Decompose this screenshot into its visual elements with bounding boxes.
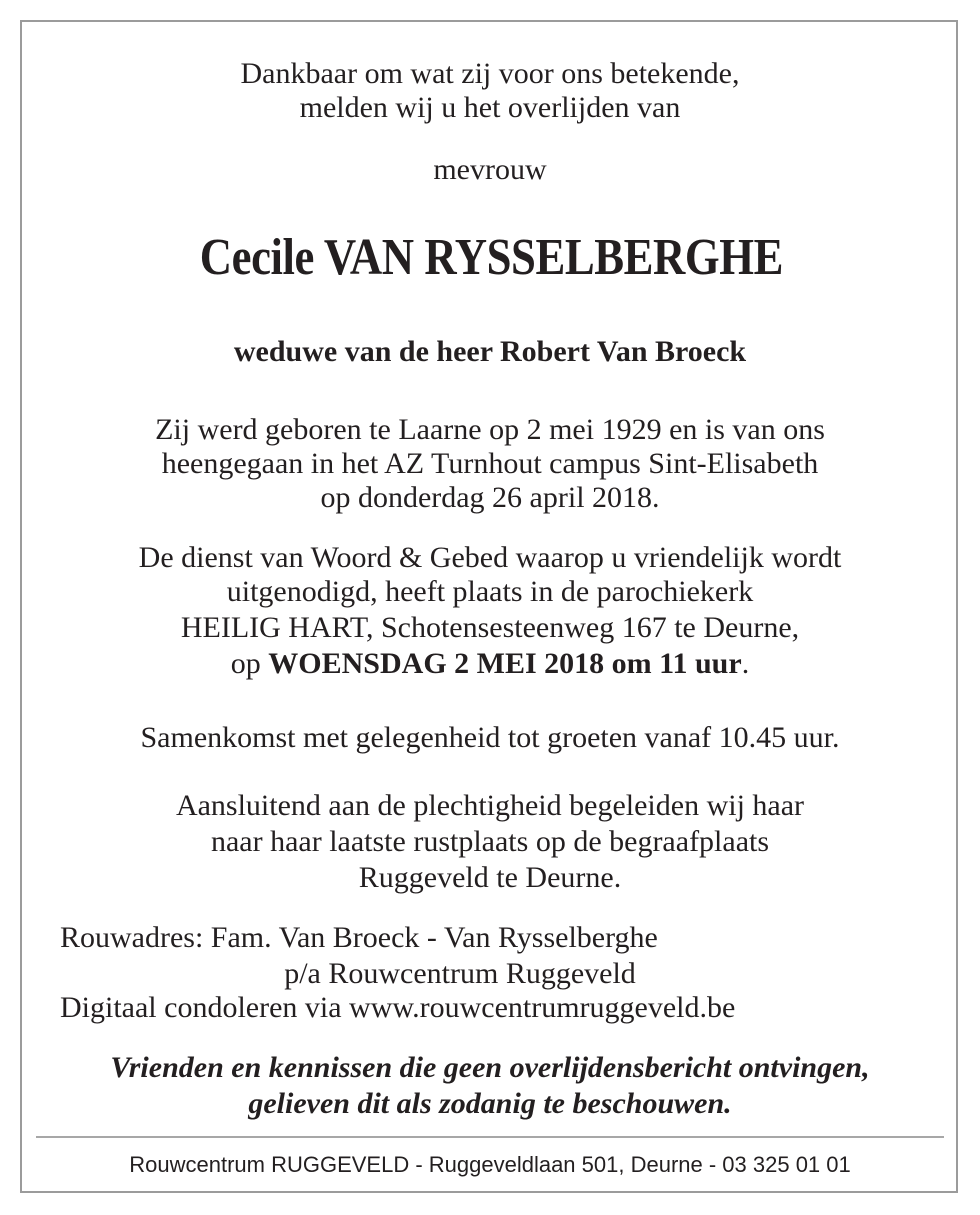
deceased-name: Cecile VAN RYSSELBERGHE xyxy=(199,229,784,286)
burial-line-1: Aansluitend aan de plechtigheid begeleiden wij haar xyxy=(175,789,805,822)
address-line-1: Rouwadres: Fam. Van Broeck - Van Rysselberghe xyxy=(60,921,658,954)
burial-line-3: Ruggeveld te Deurne. xyxy=(358,861,622,894)
intro-line-1: Dankbaar om wat zij voor ons betekende, xyxy=(240,57,740,90)
footer-divider xyxy=(36,1136,944,1138)
service-date-prefix: op xyxy=(230,647,269,680)
gathering-line: Samenkomst met gelegenheid tot groeten vanaf 10.45 uur. xyxy=(140,721,840,754)
service-line-4 xyxy=(0,646,980,682)
notice-line-1: Vrienden en kennissen die geen overlijdensbericht ontvingen, xyxy=(110,1051,870,1084)
address-line-2: p/a Rouwcentrum Ruggeveld xyxy=(284,957,636,990)
service-date-suffix: . xyxy=(741,647,750,680)
service-line-3: HEILIG HART, Schotensesteenweg 167 te Deurne, xyxy=(180,611,800,644)
birth-line-1: Zij werd geboren te Laarne op 2 mei 1929 en is van ons xyxy=(155,413,825,446)
intro-line-2: melden wij u het overlijden van xyxy=(299,91,681,124)
salutation: mevrouw xyxy=(433,153,547,186)
footer-contact: Rouwcentrum RUGGEVELD - Ruggeveldlaan 501, Deurne - 03 325 01 01 xyxy=(129,1152,851,1177)
spouse-line: weduwe van de heer Robert Van Broeck xyxy=(233,335,747,368)
service-line-1: De dienst van Woord & Gebed waarop u vriendelijk wordt xyxy=(138,541,842,574)
service-date: WOENSDAG 2 MEI 2018 om 11 uur xyxy=(268,647,742,680)
birth-line-3: op donderdag 26 april 2018. xyxy=(320,481,660,514)
address-line-3: Digitaal condoleren via www.rouwcentrumruggeveld.be xyxy=(60,991,736,1024)
notice-line-2: gelieven dit als zodanig te beschouwen. xyxy=(248,1087,732,1120)
service-line-2: uitgenodigd, heeft plaats in de parochiekerk xyxy=(226,575,754,608)
burial-line-2: naar haar laatste rustplaats op de begraafplaats xyxy=(210,825,770,858)
birth-line-2: heengegaan in het AZ Turnhout campus Sint-Elisabeth xyxy=(161,447,819,480)
